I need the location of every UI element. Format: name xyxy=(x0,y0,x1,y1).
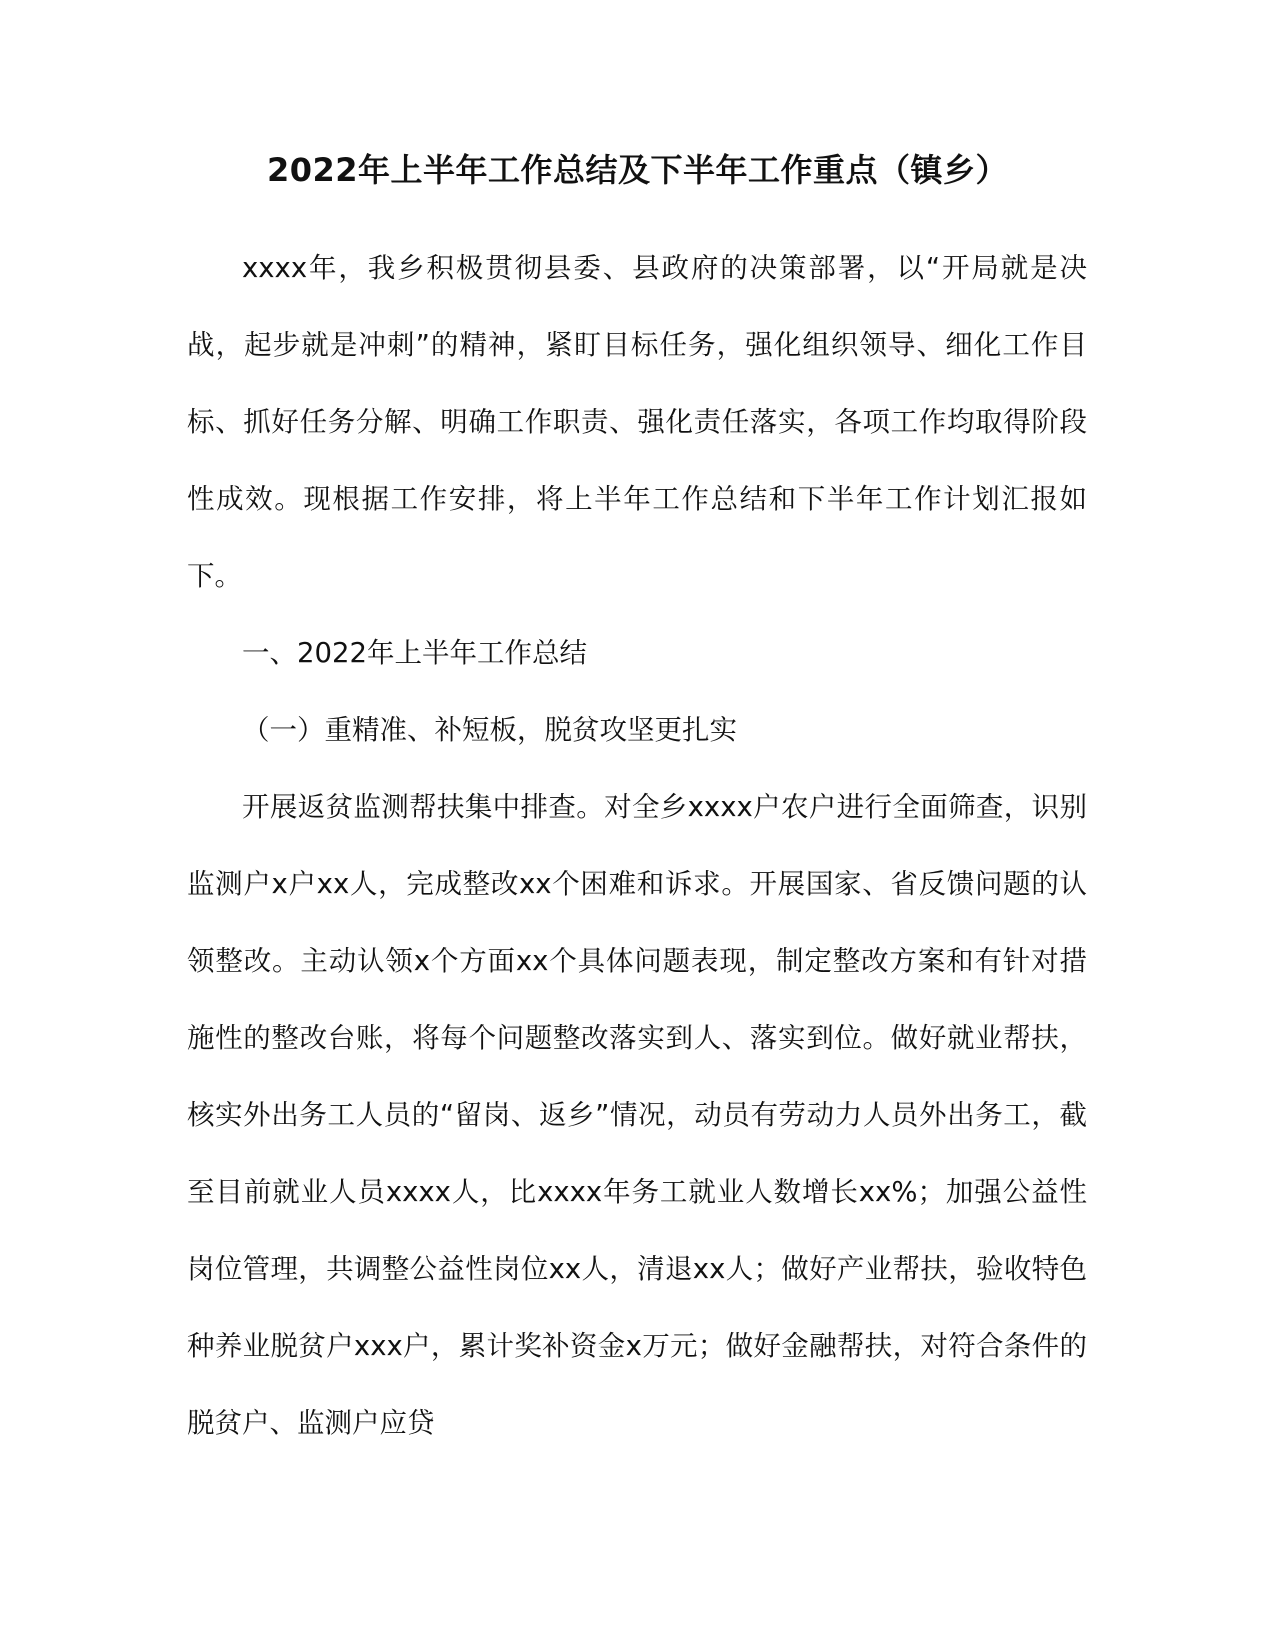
document-title: 2022年上半年工作总结及下半年工作重点（镇乡） xyxy=(266,151,1009,189)
section-heading: 一、2022年上半年工作总结 xyxy=(242,637,587,669)
paragraph-intro: xxxx年，我乡积极贯彻县委、县政府的决策部署，以“开局就是决战，起步就是冲刺”的精神，紧盯目标任务，强化组织领导、细化工作目标、抓好任务分解、明确工作职责、强化责任落实，各项工作均取得阶段性成效。现根据工作安排，将上半年工作总结和下半年工作计划汇报如下。 xyxy=(187,252,1087,592)
paragraph-poverty-alleviation: 开展返贫监测帮扶集中排查。对全乡xxxx户农户进行全面筛查，识别监测户x户xx人，完成整改xx个困难和诉求。开展国家、省反馈问题的认领整改。主动认领x个方面xx个具体问题表现，制定整改方案和有针对措施性的整改台账，将每个问题整改落实到人、落实到位。做好就业帮扶，核实外出务工人员的“留岗、返乡”情况，动员有劳动力人员外出务工，截至目前就业人员xxxx人，比xxxx年务工就业人数增长xx%；加强公益性岗位管理，共调整公益性岗位xx人，清退xx人；做好产业帮扶，验收特色种养业脱贫户xxx户，累计奖补资金x万元；做好金融帮扶，对符合条件的脱贫户、监测户应贷 xyxy=(187,791,1087,1439)
subsection-heading: （一）重精准、补短板，脱贫攻坚更扎实 xyxy=(242,714,737,746)
document-body xyxy=(187,230,1087,1462)
